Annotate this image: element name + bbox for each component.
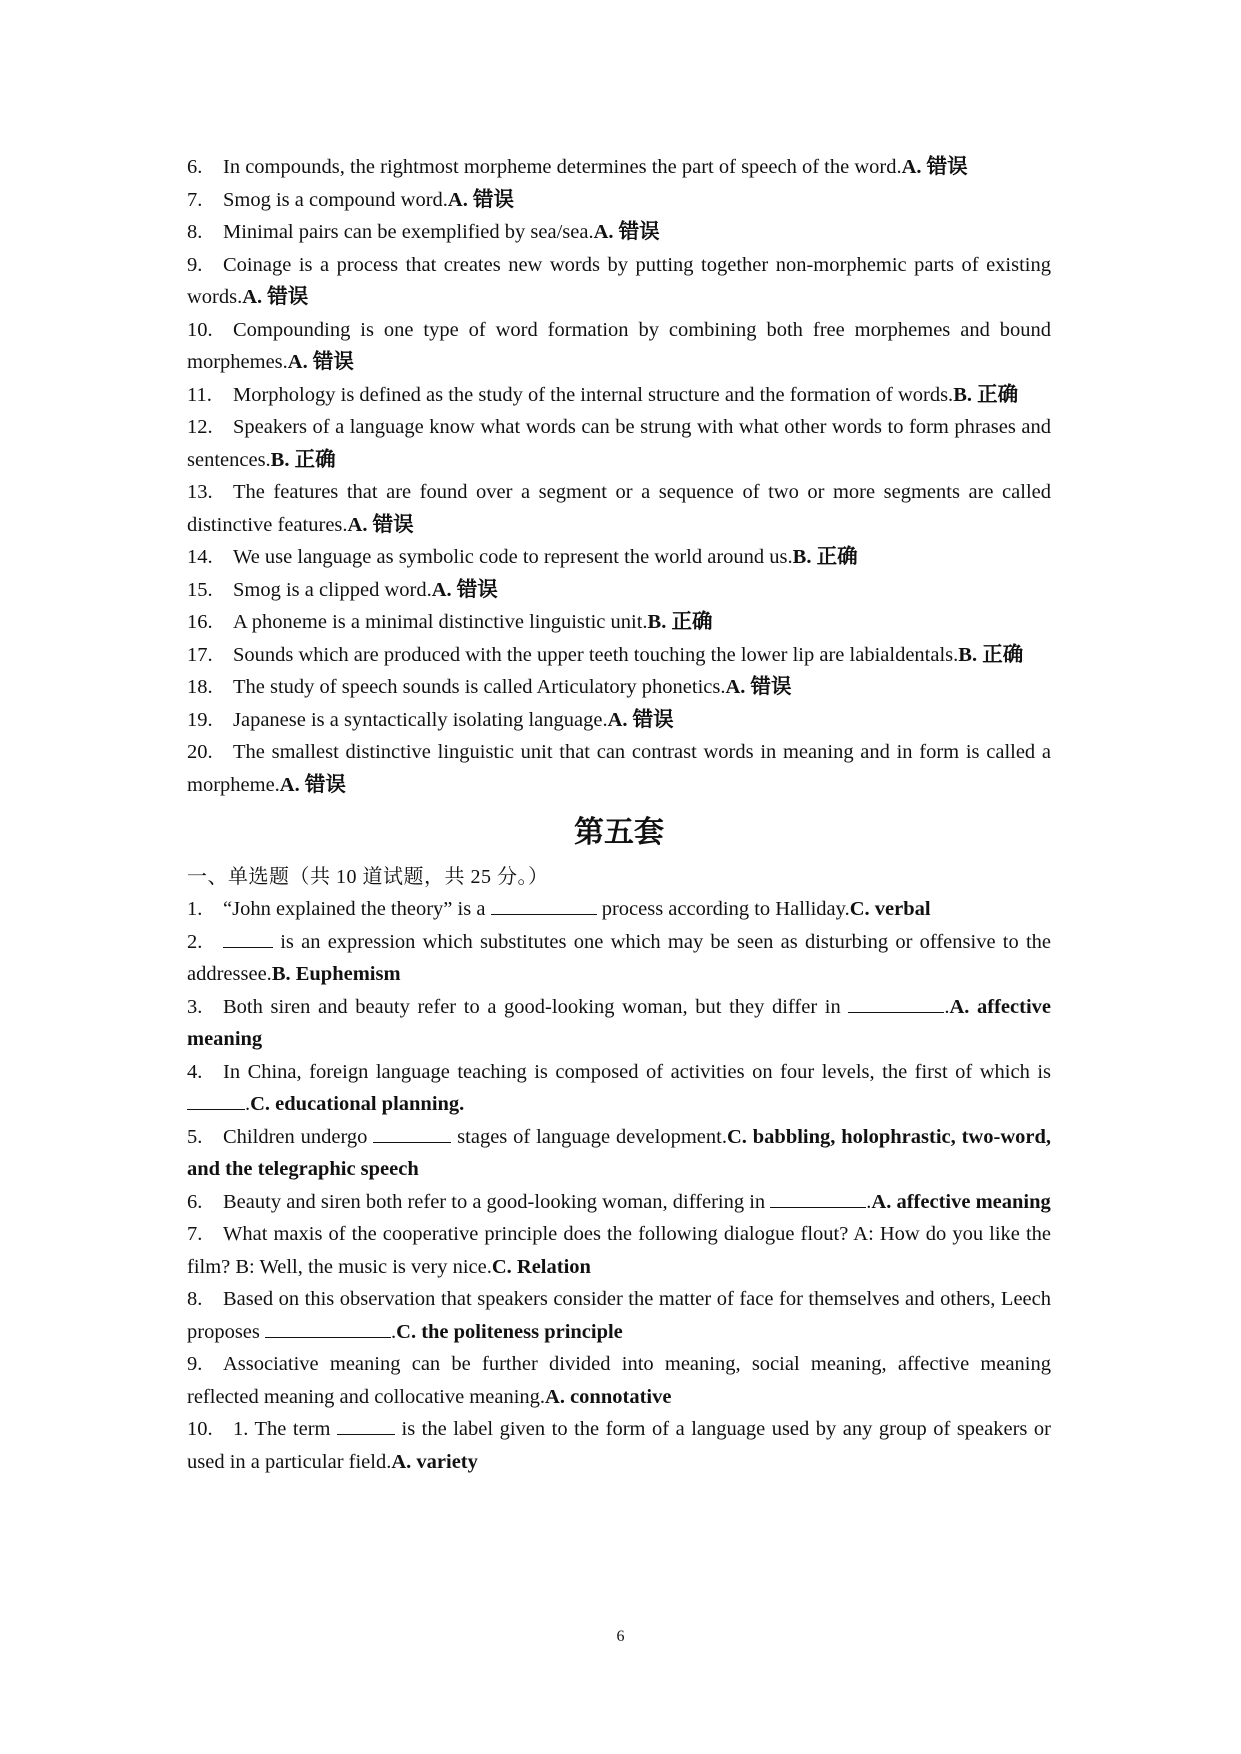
answer-blank <box>848 994 944 1013</box>
list-item: 7. What maxis of the cooperative principle does the following dialogue flout? A: How do you like the film? B: Well, the music is very nice.C. Relation <box>187 1223 1051 1278</box>
answer: A. 错误 <box>901 156 968 178</box>
list-item: 4. In China, foreign language teaching is composed of activities on four levels, the first of which is .C. educational planning. <box>187 1060 1051 1115</box>
list-item: 6. Beauty and siren both refer to a good-looking woman, differing in .A. affective meaning <box>187 1190 1051 1213</box>
answer-blank <box>223 929 273 948</box>
list-item: 6. In compounds, the rightmost morpheme determines the part of speech of the word.A. 错误 <box>187 156 968 178</box>
list-item: 13. The features that are found over a segment or a sequence of two or more segments are called distinctive features.A. 错误 <box>187 481 1051 536</box>
list-item: 16. A phoneme is a minimal distinctive linguistic unit.B. 正确 <box>187 611 713 633</box>
answer: B. 正确 <box>953 383 1019 406</box>
answer: A. variety <box>391 1450 478 1473</box>
list-item: 14. We use language as symbolic code to represent the world around us.B. 正确 <box>187 546 858 568</box>
answer-blank <box>373 1124 451 1143</box>
answer: A. 错误 <box>431 578 498 601</box>
answer: A. 错误 <box>279 773 346 796</box>
answer-blank <box>770 1189 866 1208</box>
answer: A. 错误 <box>242 286 309 308</box>
list-item: 7. Smog is a compound word.A. 错误 <box>187 188 514 211</box>
list-item: 9. Associative meaning can be further divided into meaning, social meaning, affective meaning reflected meaning and collocative meaning.A. connotative <box>187 1353 1051 1408</box>
list-item: 1. “John explained the theory” is a process according to Halliday.C. verbal <box>187 898 931 920</box>
answer: B. 正确 <box>792 546 858 568</box>
answer: B. Euphemism <box>271 963 401 985</box>
answer: A. affective meaning <box>871 1190 1051 1213</box>
list-item: 18. The study of speech sounds is called Articulatory phonetics.A. 错误 <box>187 676 792 698</box>
answer: A. 错误 <box>725 676 792 698</box>
answer: B. 正确 <box>958 643 1024 666</box>
page-number: 6 <box>616 1628 625 1645</box>
list-item: 2. is an expression which substitutes one which may be seen as disturbing or offensive to the addressee.B. Euphemism <box>187 930 1051 985</box>
list-item: 10. 1. The term is the label given to the form of a language used by any group of speakers or used in a particular field.A. variety <box>187 1418 1051 1473</box>
answer: C. educational planning. <box>250 1093 465 1115</box>
answer: A. 错误 <box>593 221 660 243</box>
answer: B. 正确 <box>270 448 336 471</box>
list-item: 11. Morphology is defined as the study of the internal structure and the formation of words.B. 正确 <box>187 383 1019 406</box>
list-item: 10. Compounding is one type of word formation by combining both free morphemes and bound morphemes.A. 错误 <box>187 318 1051 373</box>
answer: C. verbal <box>849 898 931 920</box>
answer: B. 正确 <box>647 611 713 633</box>
list-item: 8. Based on this observation that speakers consider the matter of face for themselves and others, Leech proposes .C. the politeness principle <box>187 1288 1051 1343</box>
list-item: 9. Coinage is a process that creates new words by putting together non-morphemic parts of existing words.A. 错误 <box>187 253 1051 308</box>
answer: A. 错误 <box>347 513 414 536</box>
answer-blank <box>337 1416 395 1435</box>
answer: C. the politeness principle <box>396 1320 623 1343</box>
list-item: 20. The smallest distinctive linguistic unit that can contrast words in meaning and in form is called a morpheme.A. 错误 <box>187 741 1051 796</box>
section-heading: 一、单选题（共 10 道试题，共 25 分。） <box>187 866 549 888</box>
answer-blank <box>265 1319 391 1338</box>
list-item: 3. Both siren and beauty refer to a good-looking woman, but they differ in .A. affective meaning <box>187 995 1051 1050</box>
list-item: 12. Speakers of a language know what words can be strung with what other words to form phrases and sentences.B. 正确 <box>187 416 1051 471</box>
answer: C. Relation <box>491 1255 591 1278</box>
answer-blank <box>187 1091 245 1110</box>
answer: A. 错误 <box>447 188 514 211</box>
answer-blank <box>491 896 597 915</box>
list-item: 8. Minimal pairs can be exemplified by sea/sea.A. 错误 <box>187 221 660 243</box>
answer: A. 错误 <box>607 708 674 731</box>
list-item: 17. Sounds which are produced with the upper teeth touching the lower lip are labialdentals.B. 正确 <box>187 643 1024 666</box>
page-content <box>187 151 1051 1478</box>
answer: A. 错误 <box>287 351 354 373</box>
list-item: 15. Smog is a clipped word.A. 错误 <box>187 578 498 601</box>
list-item: 19. Japanese is a syntactically isolating language.A. 错误 <box>187 708 674 731</box>
answer: A. affective meaning <box>187 995 1051 1050</box>
set-title: 第五套 <box>574 815 664 850</box>
answer: C. babbling, holophrastic, two-word, and the telegraphic speech <box>187 1125 1051 1180</box>
list-item: 5. Children undergo stages of language development.C. babbling, holophrastic, two-word, and the telegraphic speech <box>187 1125 1051 1180</box>
answer: A. connotative <box>545 1385 672 1408</box>
